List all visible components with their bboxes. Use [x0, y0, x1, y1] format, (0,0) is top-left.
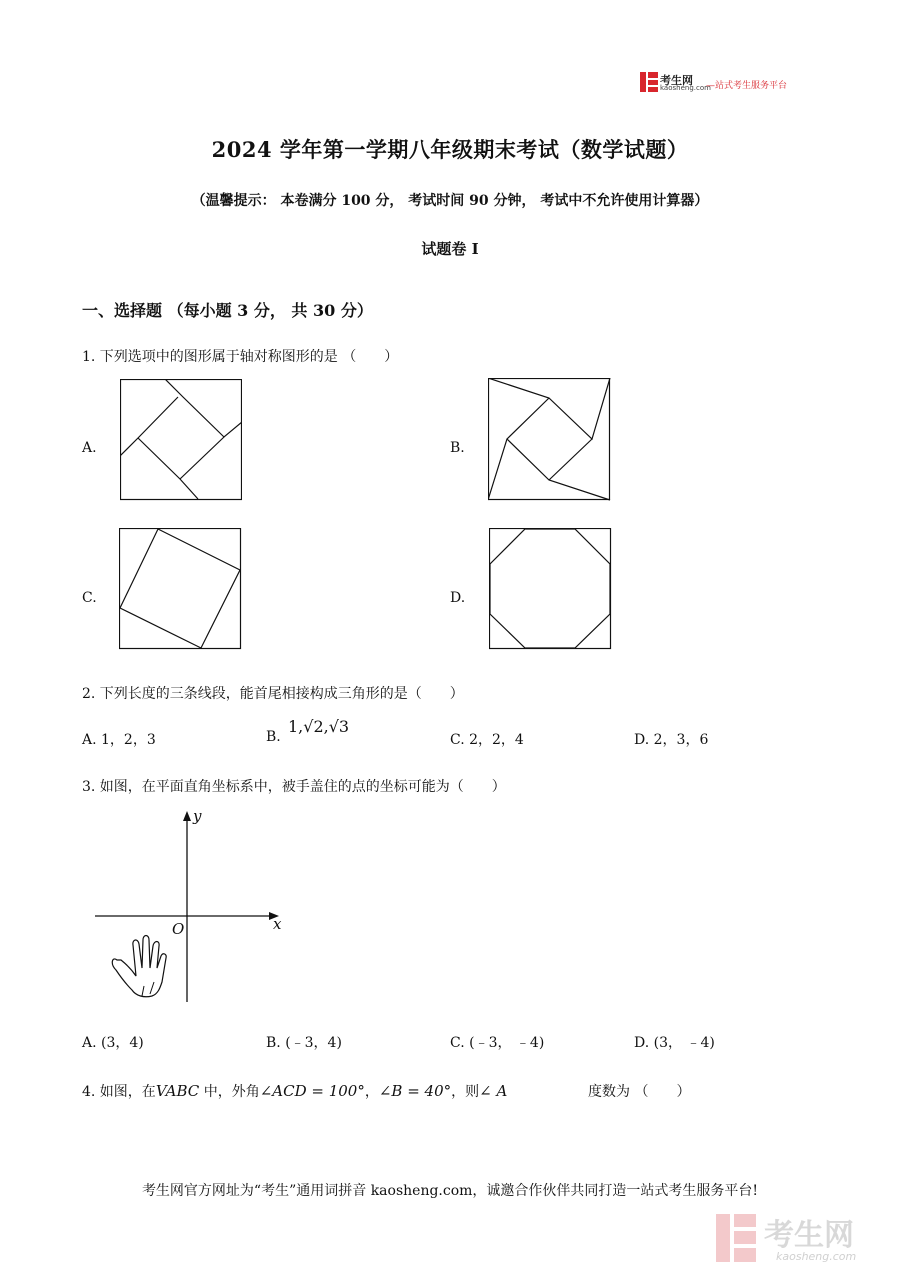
watermark-domain: kaosheng.com — [776, 1250, 857, 1263]
q1-option-a-label: A. — [82, 440, 97, 456]
q1-figure-d — [489, 528, 612, 650]
q3-origin-label: O — [172, 920, 185, 938]
watermark-name: 考生网 — [764, 1218, 854, 1253]
q4-prefix: 4. 如图，在 — [82, 1084, 156, 1100]
q1-figure-c — [119, 528, 242, 650]
q2-option-d: D. 2，3，6 — [634, 732, 709, 748]
q4-angle2: ∠B = 40° — [378, 1082, 452, 1100]
header-logo — [640, 72, 800, 96]
q2-option-c: C. 2，2，4 — [450, 732, 524, 748]
q2-option-a: A. 1，2，3 — [82, 732, 156, 748]
footer-note: 考生网官方网址为“考生”通用词拼音 kaosheng.com，诚邀合作伙伴共同打造一站式考生服务平台! — [141, 1183, 759, 1199]
exam-title: 2024 学年第一学期八年级期末考试（数学试题） — [211, 137, 689, 162]
q4-angle1: ∠ACD = 100° — [259, 1082, 365, 1100]
q1-stem: 1. 下列选项中的图形属于轴对称图形的是 （ ） — [82, 349, 399, 365]
q4-mid2: ，则 — [451, 1084, 480, 1100]
q1-figure-b — [488, 378, 611, 501]
logo-domain: kaosheng.com — [660, 84, 711, 92]
q1-figure-a — [120, 379, 242, 501]
q1-option-d-label: D. — [450, 590, 466, 606]
q1-option-b-label: B. — [450, 440, 465, 456]
q4-mid1: 中，外角 — [199, 1084, 260, 1100]
q3-axis-x-label: x — [273, 915, 282, 933]
q1-option-c-label: C. — [82, 590, 97, 606]
watermark-logo — [716, 1210, 886, 1266]
q4-angle3: ∠ A — [479, 1082, 508, 1100]
exam-tip: （温馨提示： 本卷满分 100 分， 考试时间 90 分钟， 考试中不允许使用计算器） — [191, 193, 709, 209]
q4-sep: ， — [364, 1084, 379, 1100]
logo-name: 考生网 — [660, 74, 693, 87]
q2-stem: 2. 下列长度的三条线段，能首尾相接构成三角形的是（ ） — [82, 686, 464, 702]
q3-option-d: D. (3， ﹣4) — [634, 1035, 715, 1051]
q3-coordinate-figure — [92, 808, 292, 1008]
q3-stem: 3. 如图，在平面直角坐标系中，被手盖住的点的坐标可能为（ ） — [82, 779, 506, 795]
q3-axis-y-label: y — [193, 807, 202, 825]
q2-option-b-math: 1,√2,√3 — [288, 717, 350, 736]
hand-icon — [112, 936, 166, 997]
q4-triangle: VABC — [155, 1082, 200, 1100]
q2-option-b-label: B. — [266, 729, 281, 745]
q3-option-c: C. (﹣3， ﹣4) — [450, 1035, 545, 1051]
q3-option-a: A. (3，4) — [82, 1035, 144, 1051]
q3-option-b: B. (﹣3，4) — [266, 1035, 342, 1051]
paper-label: 试题卷 I — [421, 240, 479, 258]
section-heading: 一、选择题 （每小题 3 分， 共 30 分） — [82, 301, 373, 320]
q4-suffix: 度数为 （ ） — [588, 1084, 691, 1100]
logo-slogan: —站式考生服务平台 — [706, 81, 788, 91]
kaosheng-logo-icon — [640, 72, 658, 92]
q4-stem — [82, 1081, 507, 1101]
